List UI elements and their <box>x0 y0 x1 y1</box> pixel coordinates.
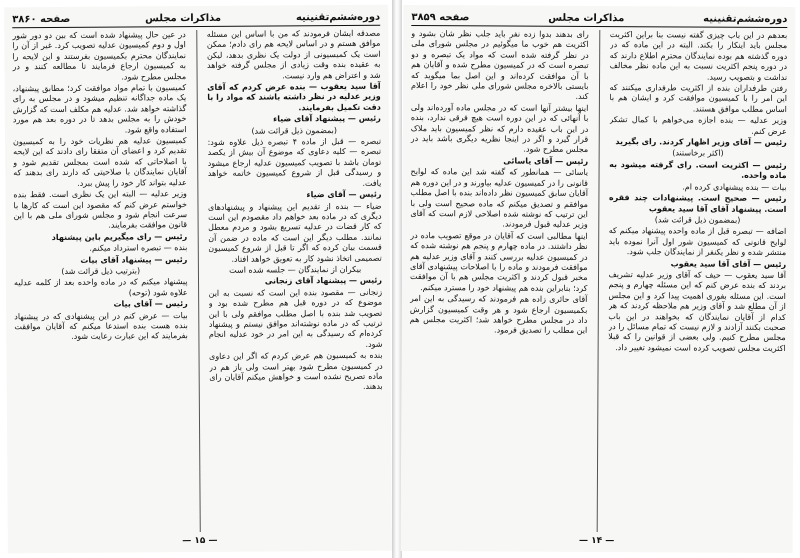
paragraph: اینها مطالبی است که آقایان در موقع تصویب ماده در نظر داشتند. در ماده چهارم و پنجم هم نوشته شده که در کمیسیون عدلیه بررسی کنند و آقای وزیر عدلیه هم موافقت فرمودند و ماده را با اصلاحات پیشنهادی آقای مخبر قبول کردند و اکثریت مجلس هم با آن موافقت کرد؛ بنابراین بنده هم پیشنهاد خود را مسترد میکنم. <box>409 230 588 293</box>
speaker-line: رئیس — آقای وزیر اظهار کردند. رای بگیرید <box>615 137 787 148</box>
paragraph: رای بدهند بدوا زده نفر باید جلب نظر شان بشود و اکثریت هم خوب ما میگوئیم در مجلس شورای ملی در نظر گرفته شده است که مواد یک تبصره و دو تبصره است که در کمیسیون مطرح شده و آقایان هم با آن موافقت کرده‌اند و این اصل بما میگوید که بایستی بالاخره مجلس شورای ملی نظر خود را اعلام کند. <box>410 29 589 102</box>
paragraph: بنده — تبصره استرداد میکنم. <box>89 243 188 253</box>
left-header-title: مذاکرات مجلس <box>145 12 222 24</box>
left-page-label: صفحه ۳۸۶۰ <box>12 13 71 25</box>
paragraph: ضیاء — بنده از تقدیم این پیشنهاد و پیشنهادهای دیگری که در ماده بعد خواهم داد مقصودم این است که کار قضات در عدلیه تسریع بشود و مردم معطل نمانند. مطلب دیگر این است که ماده در ضمن آن قسمت بیان کرده که اگر تا قبل از شروع کمیسیون تصمیمی اتخاذ نشود کار به تعویق خواهد افتاد. <box>207 201 382 264</box>
speaker-line: رئیس — صحیح است. پیشنهادات چند فقره است. پیشنهاد آقای آقا سید یعقوب <box>608 193 787 214</box>
speaker-line: رئیس — پیشنهاد آقای بیات <box>80 254 188 265</box>
column-divider <box>596 30 600 532</box>
column-divider <box>196 30 201 532</box>
left-session-label: دوره‌ششم‌تقنینیه <box>295 11 381 23</box>
stage-note: (بمضمون ذیل قرائت شد) <box>654 215 741 225</box>
left-page-header <box>12 9 380 29</box>
paragraph: پیشنهاد میکنم که در ماده واحده بعد از کلمه عدلیه علاوه شود (توحه) <box>13 277 188 298</box>
speaker-line: رئیس — اکثریت است. رای گرفته میشود به ماده واحده. <box>609 159 787 181</box>
left-page <box>4 5 392 554</box>
paragraph: اضافه — تبصره قبل از ماده واحده پیشنهاد میکنم که لوایح قانونی که کمیسیون شور اول آنرا نموده باید منتشر شده و نظر یکنفر از نمایندگان جلب شود. <box>608 226 787 258</box>
left-page-number: — ۱۵ — <box>182 535 218 547</box>
paragraph: کمیسیون عدلیه هم نظریات خود را به کمیسیون تقدیم کرد و اعضای آن متفقا رای دادند که این لایحه با اصلاحاتی که شده است بمجلس تقدیم شود و آقایان نمایندگان با صلاحیتی که دارند رای بدهند که عدلیه بتواند کار خود را پیش ببرد. <box>13 136 187 188</box>
paragraph: رفتن طرفداران بنده از اکثریت طرفداری میکنند که این امر را با کمیسیون موافقت کرد و ایشان هم با اساس مطلب موافق هستند. <box>609 83 788 114</box>
paragraph: وزیر عدلیه — البته این یک نظری است. فقط بنده خواستم عرض کنم که مقصود این است که کارها با سرعت انجام شود و مجلس شورای ملی هم با این قانون موافقت بفرمایند. <box>13 189 188 230</box>
right-page-header <box>411 9 787 28</box>
paragraph: یاسائی — همانطور که گفته شد این ماده که لوایح قانونی را در کمیسیون عدلیه بیاورند و در این دوره هم آقایان سابق کمیسیون نظر داده‌اند بنده با اصل مطلب موافقم و تصدیق میکنم که ماده صحیح است ولی با این ترتیب که نوشته شده اصلاحی لازم است که آقای وزیر عدلیه قبول فرمودند. <box>410 167 589 230</box>
stage-note: (اکثر برخاستند) <box>672 148 724 159</box>
right-column-first <box>607 30 787 533</box>
right-column-second <box>409 29 589 532</box>
paragraph: بعدهم در این باب چیزی گفته نیست بنا براین اکثریت مجلس باید اینکار را بکند. البته در این ماده که در دوره گذشته هم بوده نمایندگان محترم اطلاع دارند که در دوره پنجم اکثریت نسبت به این ماده نظر مخالف نداشت و بتصویب رسید. <box>609 30 788 82</box>
right-page-label: صفحه ۳۸۵۹ <box>411 11 470 23</box>
paragraph: آقای حائری زاده هم فرمودند که رسیدگی به این امر بکمیسیون ارجاع شود و هر وقت کمیسیون گزارش داد در مجلس مطرح خواهد شد؛ اکثریت مجلس هم این مطلب را تصدیق فرمود. <box>409 294 588 336</box>
paragraph: بیات — بنده پیشنهادی کرده ام. <box>682 182 787 192</box>
paragraph: مصدقه ایشان فرمودند که من با اساس این مسئله موافق هستم و در اساس لایحه هم رای دادم؛ ممکن است یک کمیسیونی از دولت یک نظری بدهد، لیکن به عقیده بنده وقت زیادی از مجلس گرفته خواهد شد و اعتراض هم وارد نیست. <box>206 28 381 81</box>
right-page-columns <box>409 29 788 533</box>
right-page-number: — ۱۴ — <box>578 535 615 547</box>
speaker-line: رئیس — آقای یاسائی <box>503 156 589 166</box>
paragraph: وزیر عدلیه — بنده اجازه می‌خواهم با کمال تشکر عرض کنم. <box>609 115 787 136</box>
speaker-line: رئیس — رای میگیریم باین پیشنهاد <box>51 231 188 242</box>
stage-note: (بترتیب ذیل قرائت شد) <box>61 266 141 276</box>
speaker-line: رئیس — پیشنهاد آقای زنجانی <box>264 276 383 286</box>
speaker-line: رئیس — پیشنهاد آقای ضیاء <box>273 113 381 124</box>
paragraph: تبصره — قبل از ماده ۴ تبصره ذیل علاوه شود: تبصره — کلیه دعاوی که موضوع آن بیش از یکصد تومان باشد با تصویب کمیسیون عدلیه ارجاع میشود و رسیدگی قبل از شروع کمیسیون خاتمه خواهد یافت. <box>207 136 382 188</box>
speaker-line: رئیس — آقای بیات <box>113 299 188 309</box>
paragraph: کمیسیون با تمام مواد موافقت کرد؛ مطابق پیشنهاد، یک ماده جداگانه تنظیم میشود و در مجلس به رای گذاشته خواهد شد. عدلیه هم مکلف است که گزارش خودش را به مجلس بدهد تا در دوره بعد هم مورد استفاده واقع شود. <box>12 83 187 135</box>
right-session-label: دوره‌ششم‌تقنینیه <box>703 13 788 25</box>
paragraph: بیات — عرض کنم در این پیشنهادی که در پیشنهاد بنده هست بنده استدعا میکنم که آقایان موافقت بفرمایند که این عبارت رعایت شود. <box>14 310 188 342</box>
paragraph: اینها بیشتر آنها است که در مجلس ماده آورده‌اند ولی با آنهائی که در این دوره است هیچ فرقی ندارد، بنده در این باب عقیده دارم که نظر کمیسیون باید ملاک قرار گیرد و اگر در اینجا نظریه دیگری باشد باید در مجلس مطرح شود. <box>410 102 589 155</box>
paragraph: در عین حال پیشنهاد شده است که بین دو دور شور اول و دوم کمیسیون عدلیه تصویب کرد. غیر از آن را نمایندگان محترم بکمیسیون بفرستند و این لایحه را به کمیسیون ارجاع فرمایند تا مطالعه کنند و در مجلس مطرح شود. <box>12 30 187 82</box>
paragraph: زنجانی — مقصود بنده این است که نسبت به این موضوع که در دوره قبل هم مطرح شده بود و تصویب شد بنده با اصل مطلب موافقم ولی با این ترتیب که در ماده نوشته‌اند موافق نیستم و پیشنهاد کرده‌ام که رسیدگی به این امر در خود عدلیه انجام شود. <box>208 287 383 349</box>
paragraph: آقا سید یعقوب — حیف که آقای وزیر عدلیه تشریف بردند که بنده عرض کنم که این مسئله چهارم و پنجم است. این مسئله بفوری اهمیت پیدا کرد و این مجلس از آن مطلع شد و آقای وزیر هم ملاحظه کردند که هر کدام از آقایان نمایندگان که بخواهند در این باب صحبت بکنند آزادند و لازم نیست که تمام مسائل را در مجلس مطرح کنیم. ولی بعضی از قوانین را که قبلا اکثریت مجلس تصویب کرده است نمیشود تغییر داد. <box>608 269 787 353</box>
left-column-second <box>12 30 189 533</box>
right-header-title: مذاکرات مجلس <box>548 12 625 24</box>
speaker-line: رئیس — آقای آقا سید یعقوب <box>670 258 787 269</box>
left-column-first <box>207 29 384 532</box>
stage-note: (بمضمون ذیل قرائت شد) <box>251 125 338 136</box>
left-page-columns <box>12 29 383 534</box>
paragraph: بنده به کمیسیون هم عرض کردم که اگر این دعاوی در کمیسیون مطرح شود بهتر است ولی باز هم در ماده تصریح نشده است و خواهش میکنم آقایان رای بدهند. <box>209 350 383 392</box>
speaker-line: آقا سید یعقوب — بنده عرض کردم که آقای وزیر عدلیه در نظر داشته باشند که مواد را با دقت تکمیل بفرمایند. <box>207 81 381 113</box>
stage-note: بیکران از نمایندگان — جلسه شده است <box>229 264 362 275</box>
right-page <box>401 5 796 553</box>
speaker-line: رئیس — آقای ضیاء <box>306 189 382 200</box>
